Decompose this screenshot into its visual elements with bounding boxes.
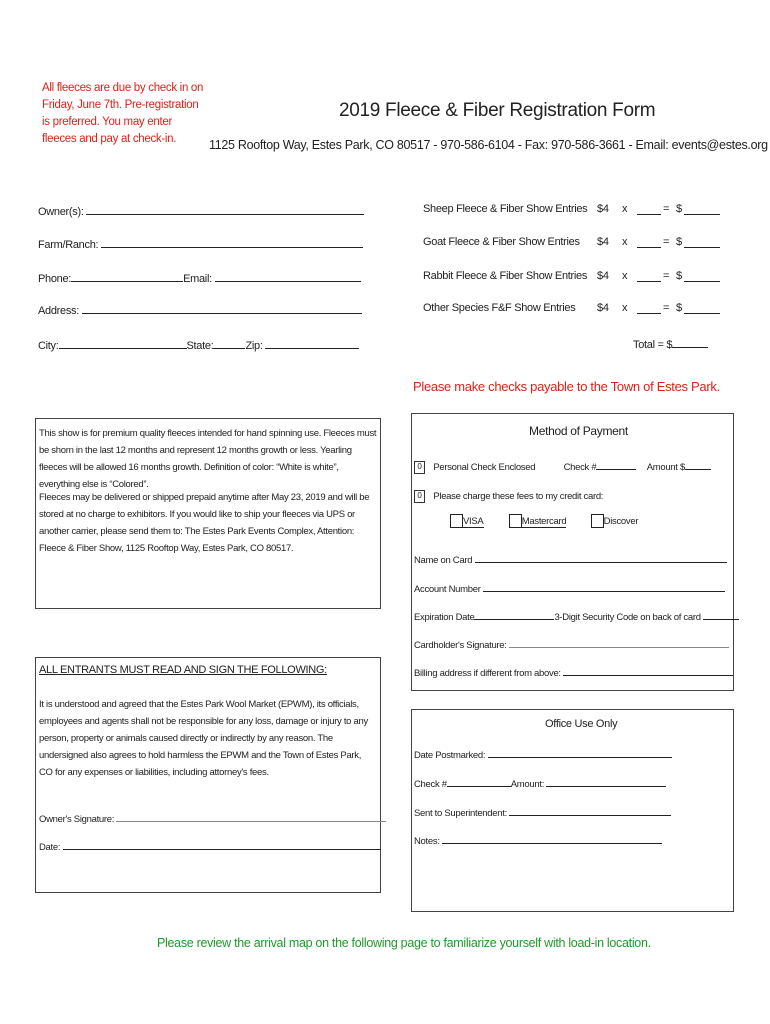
phone-line[interactable] [71,270,183,282]
expiration-label: Expiration Date [414,612,475,623]
phone-label: Phone: [38,273,72,285]
mastercard-label: Mastercard [521,516,567,527]
address-label: Address: [38,305,80,317]
farm-label: Farm/Ranch: [38,239,99,251]
sent-to-label: Sent to Superintendent: [414,808,507,819]
date-postmarked-label: Date Postmarked: [414,750,486,761]
entry-label: Goat Fleece & Fiber Show Entries [423,236,580,248]
entry-amount-line[interactable] [684,203,720,215]
office-check-line[interactable] [447,775,511,787]
account-number-label: Account Number [414,584,481,595]
notes-line[interactable] [442,832,662,844]
agreement-text: It is understood and agreed that the Estes Park Wool Market (EPWM), its officials, employees and agents shall not be responsible for any loss, damage or injury to any person, property or animals caused directly or indirectly by any reason. The undersigned also agrees to hold harmless the EPWM and the Town of Estes Park, CO for any expenses or liabilities, including attorney's fees. [39,699,368,778]
entry-price: $4 [597,270,609,282]
entry-price: $4 [597,236,609,248]
personal-check-checkbox[interactable]: 0 [414,461,425,474]
date-postmarked-field[interactable] [414,746,672,761]
cardholder-signature-label: Cardholder's Signature: [414,640,507,651]
credit-card-checkbox[interactable]: 0 [414,490,425,503]
total-label: Total = [633,339,664,351]
agreement-box [35,657,381,893]
credit-card-row[interactable] [414,490,603,503]
entry-label: Other Species F&F Show Entries [423,302,576,314]
farm-field[interactable] [38,236,363,251]
due-notice [42,80,203,148]
entry-dollar: $ [676,270,682,282]
owner-signature-label: Owner's Signature: [39,814,115,825]
credit-card-label: Please charge these fees to my credit card: [433,491,604,503]
city-state-zip-field[interactable] [38,337,359,352]
entry-dollar: $ [676,236,682,248]
visa-checkbox[interactable] [450,514,463,528]
farm-line[interactable] [101,236,363,248]
office-use-title: Office Use Only [545,718,618,730]
billing-address-field[interactable] [414,664,733,679]
show-info-para: This show is for premium quality fleeces intended for hand spinning use. Fleeces must be shorn in the last 12 months and represent 12 months growth or less. Yearling fleeces will be allowed 16 months growth. Definition of color: “White is white”, everything else is “Colored”. [39,428,377,490]
office-use-box [411,709,734,912]
entry-qty-line[interactable] [637,203,661,215]
city-label: City: [38,340,59,352]
date-label: Date: [39,842,61,853]
state-label: State: [186,340,214,352]
name-on-card-label: Name on Card [414,555,473,566]
shipping-info-para: Fleeces may be delivered or shipped prepaid anytime after May 23, 2019 and will be stored at no charge to exhibitors. If you would like to ship your fleeces via UPS or another carrier, please send them to: The Estes Park Events Complex, Attention: Fleece & Fiber Show, 1125 Rooftop Way, Estes Park, CO 80517. [39,492,370,554]
office-amount-label: Amount: [510,779,545,790]
page-title: 2019 Fleece & Fiber Registration Form [339,100,656,121]
agreement-heading: ALL ENTRANTS MUST READ AND SIGN THE FOLLOWING: [39,664,327,676]
owner-signature-field[interactable] [39,810,386,825]
sent-to-line[interactable] [509,804,671,816]
entry-equals: = [663,236,670,248]
total-line[interactable] [672,336,708,348]
entry-equals: = [663,203,670,215]
account-number-line[interactable] [483,580,725,592]
entry-amount-line[interactable] [684,302,720,314]
entry-qty-line[interactable] [637,270,661,282]
date-line[interactable] [63,838,381,850]
entry-equals: = [663,270,670,282]
due-notice-line: Friday, June 7th. Pre-registration [42,99,199,111]
billing-address-label: Billing address if different from above: [414,668,561,679]
show-info-box [35,418,381,609]
cardholder-signature-line[interactable] [509,636,729,648]
owners-line[interactable] [86,203,364,215]
entry-dollar: $ [676,203,682,215]
due-notice-line: is preferred. You may enter [42,116,172,128]
amount-label: Amount $ [646,462,685,473]
date-postmarked-line[interactable] [488,746,672,758]
total-row[interactable] [633,336,708,351]
security-code-line[interactable] [703,608,739,620]
mastercard-checkbox[interactable] [509,514,522,528]
name-on-card-field[interactable] [414,551,727,566]
discover-label: Discover [603,516,639,527]
office-check-label: Check # [414,779,447,790]
account-number-field[interactable] [414,580,725,595]
billing-address-line[interactable] [563,664,733,676]
entry-amount-line[interactable] [684,270,720,282]
cardholder-signature-field[interactable] [414,636,729,651]
entry-price: $4 [597,203,609,215]
entry-label: Rabbit Fleece & Fiber Show Entries [423,270,588,282]
discover-checkbox[interactable] [591,514,604,528]
entry-qty-line[interactable] [637,236,661,248]
email-line[interactable] [215,270,361,282]
notes-field[interactable] [414,832,662,847]
entry-times: x [622,302,628,314]
entry-price: $4 [597,302,609,314]
owners-field[interactable] [38,203,364,218]
zip-label: Zip: [245,340,263,352]
entry-times: x [622,203,628,215]
total-dollar: $ [666,339,673,351]
name-on-card-line[interactable] [475,551,727,563]
due-notice-line: fleeces and pay at check-in. [42,133,177,145]
zip-line[interactable] [265,337,359,349]
entry-label: Sheep Fleece & Fiber Show Entries [423,203,588,215]
owner-signature-line[interactable] [116,810,386,822]
expiration-field[interactable] [414,608,739,623]
address-line[interactable] [82,302,362,314]
card-types [450,514,638,528]
payment-title: Method of Payment [529,424,628,438]
check-number-label: Check # [563,462,597,473]
header-address: 1125 Rooftop Way, Estes Park, CO 80517 - 970-586-6104 - Fax: 970-586-3661 - Email: events@estes.org [209,138,768,152]
security-code-label: 3-Digit Security Code on back of card [554,612,701,623]
office-check-field[interactable] [414,775,666,790]
personal-check-row[interactable] [414,458,711,474]
entry-times: x [622,270,628,282]
sent-to-field[interactable] [414,804,671,819]
date-field[interactable] [39,838,381,853]
expiration-line[interactable] [474,608,554,620]
email-label: Email: [183,273,212,285]
state-line[interactable] [213,337,245,349]
entry-equals: = [663,302,670,314]
check-number-line[interactable] [596,458,636,470]
entry-dollar: $ [676,302,682,314]
owners-label: Owner(s): [38,206,84,218]
entry-times: x [622,236,628,248]
due-notice-line: All fleeces are due by check in on [42,82,204,94]
address-field[interactable] [38,302,362,317]
personal-check-label: Personal Check Enclosed [433,462,536,473]
payment-box [411,413,734,691]
notes-label: Notes: [414,836,440,847]
office-amount-line[interactable] [546,775,666,787]
arrival-map-note: Please review the arrival map on the following page to familiarize yourself with load-in location. [157,936,651,950]
city-line[interactable] [59,337,187,349]
visa-label: VISA [463,516,484,527]
amount-line[interactable] [685,458,711,470]
entry-amount-line[interactable] [684,236,720,248]
phone-email-field[interactable] [38,270,361,285]
checks-payable-note: Please make checks payable to the Town of Estes Park. [413,379,720,394]
entry-qty-line[interactable] [637,302,661,314]
